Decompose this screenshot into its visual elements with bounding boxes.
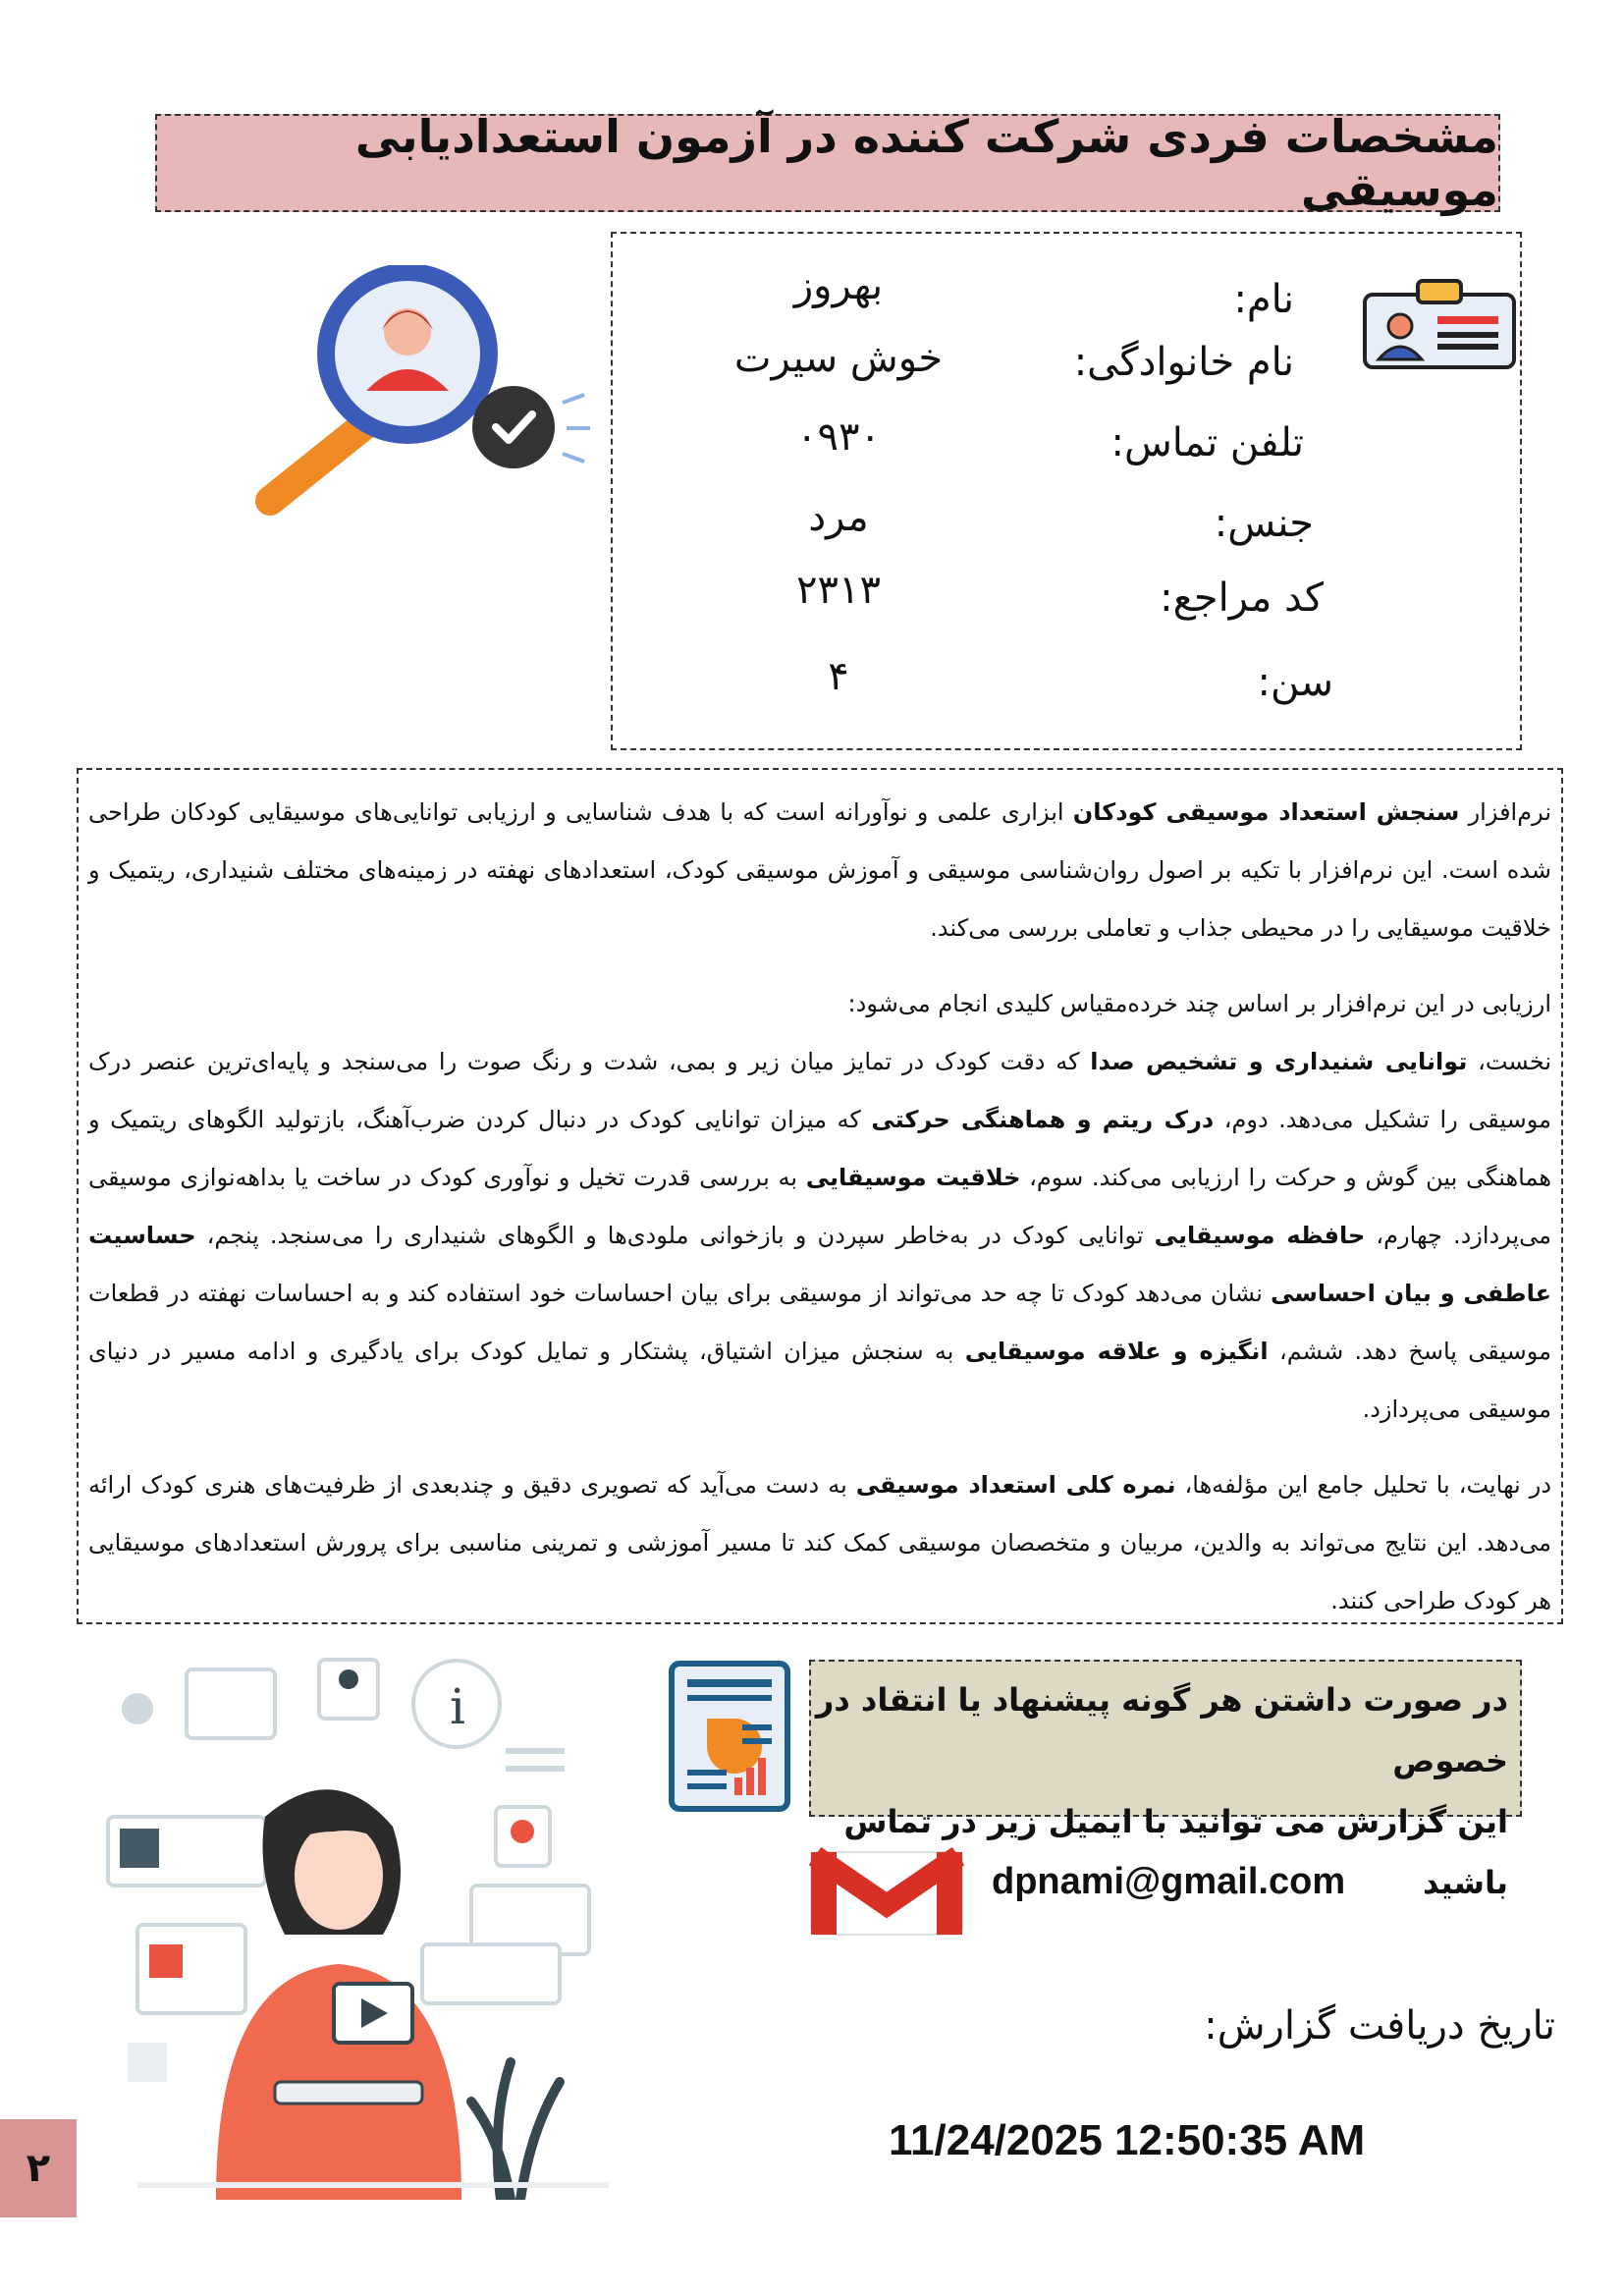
person-illustration xyxy=(98,1650,648,2200)
contact-line-1: در صورت داشتن هر گونه پیشنهاد یا انتقاد در خصوص xyxy=(815,1681,1508,1779)
text: توانایی کودک در به‌خاطر سپردن و بازخوانی ملودی‌ها و الگوهای شنیداری را می‌سنجد. پنجم، xyxy=(195,1222,1155,1249)
bold-text: سنجش استعداد موسیقی کودکان xyxy=(1072,798,1460,826)
name-label: نام: xyxy=(1233,277,1294,322)
age-value: ۴ xyxy=(828,654,849,699)
report-icon xyxy=(668,1660,791,1813)
participant-info-box xyxy=(611,232,1522,750)
text: که میزان توانایی کودک در دنبال کردن ضرب‌آهنگ، بازتولید الگوهای ریتمیک و هماهنگی بین گوش و حرکت را ارزیابی می‌کند. سوم، xyxy=(88,1106,1552,1191)
contact-email[interactable]: dpnami@gmail.com xyxy=(992,1861,1346,1902)
gender-label: جنس: xyxy=(1214,501,1314,546)
text: ابزاری علمی و نوآورانه است که با هدف شناسایی و ارزیابی توانایی‌های موسیقایی کودکان طراحی شده است. این نرم‌افزار با تکیه بر اصول روان‌شناسی موسیقی و آموزش موسیقی کودک، استعدادهای نهفته در زمینه‌های مختلف شنیداری، ریتمیک و خلاقیت موسیقایی را در محیطی جذاب و تعاملی بررسی می‌کند. xyxy=(88,798,1551,942)
description-paragraph xyxy=(88,1456,1551,1630)
family-label: نام خانوادگی: xyxy=(1073,340,1294,385)
code-value: ۲۳۱۳ xyxy=(796,568,881,613)
gmail-icon xyxy=(805,1846,968,1941)
bold-text: حساسیت عاطفی و بیان احساسی xyxy=(88,1222,1551,1307)
bold-text: انگیزه و علاقه موسیقایی xyxy=(964,1338,1269,1365)
family-value: خوش سیرت xyxy=(733,336,944,381)
description-box xyxy=(77,768,1563,1624)
bold-text: نمره کلی استعداد موسیقی xyxy=(855,1471,1176,1499)
text: به بررسی قدرت تخیل و نوآوری کودک در ساخت یا بداهه‌نوازی موسیقی می‌پردازد. چهارم، xyxy=(88,1164,1551,1249)
bold-text: خلاقیت موسیقایی xyxy=(805,1164,1021,1191)
page-title: مشخصات فردی شرکت کننده در آزمون استعدادیابی موسیقی xyxy=(155,114,1500,212)
svg-text:i: i xyxy=(450,1678,465,1735)
age-label: سن: xyxy=(1257,660,1333,705)
report-date-label: تاریخ دریافت گزارش: xyxy=(1204,2003,1555,2049)
text: نرم‌افزار xyxy=(1459,798,1551,826)
gender-value: مرد xyxy=(808,495,869,540)
text: ارزیابی در این نرم‌افزار بر اساس چند خرده‌مقیاس کلیدی انجام می‌شود: xyxy=(847,990,1551,1017)
bold-text: توانایی شنیداری و تشخیص صدا xyxy=(1090,1048,1468,1075)
page-number: ۲ xyxy=(0,2119,77,2217)
description-paragraph xyxy=(88,1033,1551,1439)
phone-value: ۰۹۳۰ xyxy=(796,414,881,460)
report-date-value: 11/24/2025 12:50:35 AM xyxy=(889,2116,1366,2164)
code-label: کد مراجع: xyxy=(1160,575,1324,621)
text: به سنجش میزان اشتیاق، پشتکار و تمایل کودک برای یادگیری و ادامه مسیر در دنیای موسیقی می‌پردازد. xyxy=(88,1338,1551,1423)
id-card-icon xyxy=(1361,277,1518,371)
text: نخست، xyxy=(1467,1048,1551,1075)
text: در نهایت، با تحلیل جامع این مؤلفه‌ها، xyxy=(1175,1471,1552,1499)
bold-text: درک ریتم و هماهنگی حرکتی xyxy=(871,1106,1215,1133)
phone-label: تلفن تماس: xyxy=(1110,420,1304,465)
text: نشان می‌دهد کودک تا چه حد می‌تواند از موسیقی برای بیان احساسات خود استفاده کند و به احساسات نهفته در قطعات موسیقی پاسخ دهد. ششم، xyxy=(88,1280,1552,1365)
contact-line-2: این گزارش می توانید با ایمیل زیر در تماس باشید xyxy=(843,1803,1508,1901)
text: که دقت کودک در تمایز میان زیر و بمی، شدت و رنگ صوت را می‌سنجد و پایه‌ای‌ترین عنصر درک موسیقی را تشکیل می‌دهد. دوم، xyxy=(88,1048,1551,1133)
description-paragraph xyxy=(88,784,1551,957)
profile-search-icon xyxy=(250,265,594,520)
text: به دست می‌آید که تصویری دقیق و چندبعدی از ظرفیت‌های هنری کودک ارائه می‌دهد. این نتایج می‌تواند به والدین، مربیان و متخصصان موسیقی کمک کند تا مسیر آموزشی و تمرینی مناسبی برای پرورش استعدادهای موسیقایی هر کودک طراحی کنند. xyxy=(88,1471,1551,1614)
name-value: بهروز xyxy=(793,263,884,308)
bold-text: حافظه موسیقایی xyxy=(1154,1222,1366,1249)
description-paragraph xyxy=(88,975,1551,1033)
